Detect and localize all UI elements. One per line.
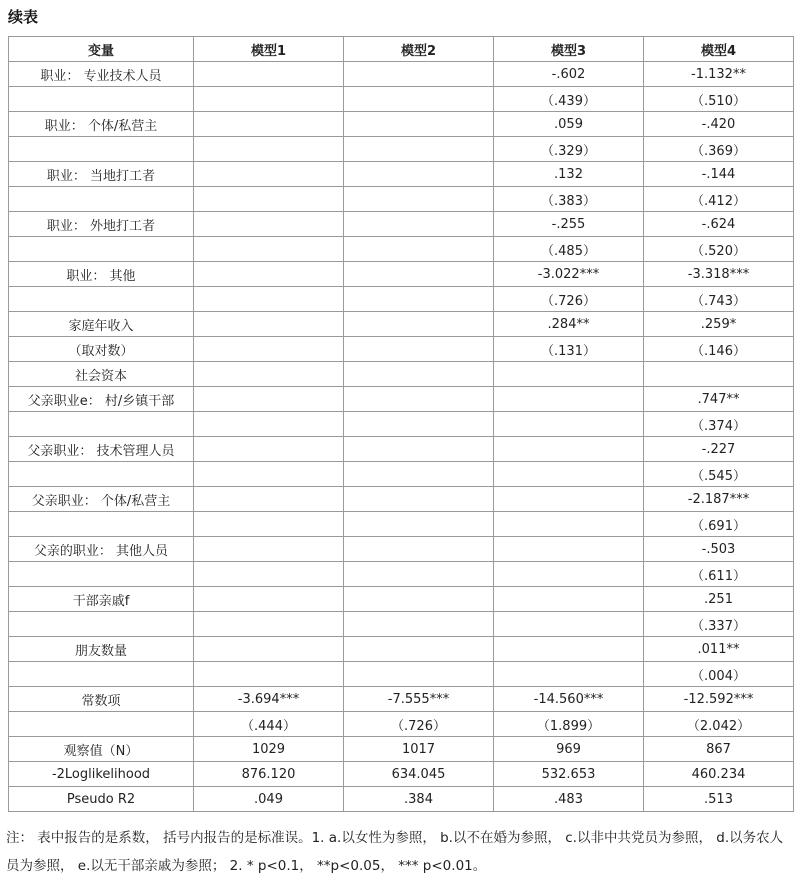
- model-4-cell: （.691）: [644, 512, 794, 537]
- model-1-cell: [194, 612, 344, 637]
- table-row: [9, 287, 794, 312]
- model-1-cell: 876.120: [194, 762, 344, 787]
- model-3-cell: .483: [494, 787, 644, 812]
- table-row: [9, 162, 794, 187]
- model-2-cell: .384: [344, 787, 494, 812]
- model-1-cell: .049: [194, 787, 344, 812]
- table-row: [9, 362, 794, 387]
- header-model-3: 模型3: [494, 37, 644, 62]
- model-4-cell: -.503: [644, 537, 794, 562]
- model-3-cell: [494, 387, 644, 412]
- table-row: [9, 462, 794, 487]
- variable-cell: （取对数）: [9, 337, 194, 362]
- model-4-cell: .011**: [644, 637, 794, 662]
- table-row: [9, 212, 794, 237]
- model-4-cell: （.520）: [644, 237, 794, 262]
- model-4-cell: -2.187***: [644, 487, 794, 512]
- model-1-cell: [194, 437, 344, 462]
- model-1-cell: （.444）: [194, 712, 344, 737]
- model-3-cell: （.131）: [494, 337, 644, 362]
- table-row: [9, 437, 794, 462]
- model-3-cell: [494, 612, 644, 637]
- model-4-cell: （.337）: [644, 612, 794, 637]
- model-2-cell: [344, 212, 494, 237]
- variable-cell: 职业： 专业技术人员: [9, 62, 194, 87]
- variable-cell: 职业： 个体/私营主: [9, 112, 194, 137]
- variable-cell: [9, 287, 194, 312]
- model-2-cell: [344, 262, 494, 287]
- model-4-cell: -.420: [644, 112, 794, 137]
- model-3-cell: （.383）: [494, 187, 644, 212]
- model-2-cell: [344, 587, 494, 612]
- model-4-cell: -3.318***: [644, 262, 794, 287]
- variable-cell: 家庭年收入: [9, 312, 194, 337]
- model-3-cell: [494, 537, 644, 562]
- model-3-cell: [494, 587, 644, 612]
- variable-cell: 职业： 其他: [9, 262, 194, 287]
- variable-cell: [9, 512, 194, 537]
- model-3-cell: （.439）: [494, 87, 644, 112]
- table-row: [9, 512, 794, 537]
- table-header-row: [9, 37, 794, 62]
- model-1-cell: [194, 487, 344, 512]
- model-1-cell: [194, 312, 344, 337]
- model-1-cell: [194, 412, 344, 437]
- model-1-cell: [194, 537, 344, 562]
- table-row: [9, 762, 794, 787]
- model-4-cell: 867: [644, 737, 794, 762]
- model-3-cell: （.485）: [494, 237, 644, 262]
- variable-cell: 父亲职业： 技术管理人员: [9, 437, 194, 462]
- table-row: [9, 262, 794, 287]
- model-4-cell: .251: [644, 587, 794, 612]
- model-2-cell: [344, 662, 494, 687]
- table-row: [9, 487, 794, 512]
- variable-cell: 社会资本: [9, 362, 194, 387]
- model-2-cell: [344, 412, 494, 437]
- model-2-cell: [344, 237, 494, 262]
- model-3-cell: [494, 412, 644, 437]
- variable-cell: 干部亲戚f: [9, 587, 194, 612]
- model-4-cell: （.545）: [644, 462, 794, 487]
- model-4-cell: （.510）: [644, 87, 794, 112]
- model-4-cell: -.227: [644, 437, 794, 462]
- header-model-4: 模型4: [644, 37, 794, 62]
- variable-cell: [9, 462, 194, 487]
- model-2-cell: [344, 287, 494, 312]
- model-2-cell: [344, 612, 494, 637]
- header-model-2: 模型2: [344, 37, 494, 62]
- table-row: [9, 562, 794, 587]
- model-3-cell: [494, 637, 644, 662]
- table-row: [9, 412, 794, 437]
- model-1-cell: 1029: [194, 737, 344, 762]
- model-2-cell: [344, 62, 494, 87]
- table-row: [9, 237, 794, 262]
- table-row: [9, 637, 794, 662]
- model-2-cell: [344, 437, 494, 462]
- variable-cell: [9, 412, 194, 437]
- model-2-cell: [344, 512, 494, 537]
- model-3-cell: [494, 462, 644, 487]
- model-3-cell: .284**: [494, 312, 644, 337]
- model-1-cell: [194, 637, 344, 662]
- model-3-cell: 969: [494, 737, 644, 762]
- model-4-cell: -12.592***: [644, 687, 794, 712]
- variable-cell: 观察值（N）: [9, 737, 194, 762]
- regression-table: [8, 36, 794, 812]
- model-3-cell: （.726）: [494, 287, 644, 312]
- model-2-cell: [344, 537, 494, 562]
- model-2-cell: [344, 337, 494, 362]
- model-1-cell: [194, 662, 344, 687]
- model-3-cell: [494, 362, 644, 387]
- variable-cell: [9, 187, 194, 212]
- header-model-1: 模型1: [194, 37, 344, 62]
- table-row: [9, 787, 794, 812]
- model-1-cell: [194, 462, 344, 487]
- variable-cell: [9, 562, 194, 587]
- variable-cell: 父亲的职业： 其他人员: [9, 537, 194, 562]
- variable-cell: Pseudo R2: [9, 787, 194, 812]
- model-4-cell: （.743）: [644, 287, 794, 312]
- model-3-cell: -.255: [494, 212, 644, 237]
- model-1-cell: [194, 187, 344, 212]
- variable-cell: [9, 137, 194, 162]
- model-4-cell: （2.042）: [644, 712, 794, 737]
- variable-cell: 朋友数量: [9, 637, 194, 662]
- model-1-cell: [194, 587, 344, 612]
- model-2-cell: [344, 462, 494, 487]
- model-2-cell: [344, 312, 494, 337]
- table-row: [9, 337, 794, 362]
- model-1-cell: [194, 287, 344, 312]
- variable-cell: 职业： 当地打工者: [9, 162, 194, 187]
- model-1-cell: [194, 62, 344, 87]
- table-row: [9, 537, 794, 562]
- model-4-cell: [644, 362, 794, 387]
- variable-cell: [9, 237, 194, 262]
- model-1-cell: [194, 337, 344, 362]
- table-note: 注： 表中报告的是系数， 括号内报告的是标准误。1. a.以女性为参照， b.以不在婚为参照， c.以非中共党员为参照， d.以务农人员为参照， e.以无干部亲戚为参照； 2. * p<0.1， **p<0.05， *** p<0.01。: [6, 830, 784, 874]
- model-2-cell: [344, 112, 494, 137]
- model-1-cell: [194, 112, 344, 137]
- model-4-cell: -.144: [644, 162, 794, 187]
- model-2-cell: -7.555***: [344, 687, 494, 712]
- model-2-cell: （.726）: [344, 712, 494, 737]
- model-4-cell: 460.234: [644, 762, 794, 787]
- table-row: [9, 312, 794, 337]
- model-1-cell: [194, 162, 344, 187]
- table-row: [9, 387, 794, 412]
- variable-cell: 常数项: [9, 687, 194, 712]
- table-body: [9, 62, 794, 812]
- model-2-cell: 1017: [344, 737, 494, 762]
- model-3-cell: -14.560***: [494, 687, 644, 712]
- model-4-cell: （.004）: [644, 662, 794, 687]
- model-4-cell: .747**: [644, 387, 794, 412]
- model-2-cell: [344, 562, 494, 587]
- model-3-cell: （.329）: [494, 137, 644, 162]
- table-row: [9, 737, 794, 762]
- model-1-cell: [194, 212, 344, 237]
- table-row: [9, 87, 794, 112]
- table-row: [9, 662, 794, 687]
- model-2-cell: [344, 637, 494, 662]
- model-4-cell: （.412）: [644, 187, 794, 212]
- model-1-cell: [194, 562, 344, 587]
- model-1-cell: [194, 387, 344, 412]
- model-3-cell: .132: [494, 162, 644, 187]
- model-4-cell: （.369）: [644, 137, 794, 162]
- model-1-cell: [194, 237, 344, 262]
- table-row: [9, 137, 794, 162]
- variable-cell: [9, 712, 194, 737]
- table-row: [9, 112, 794, 137]
- model-1-cell: [194, 137, 344, 162]
- model-4-cell: -1.132**: [644, 62, 794, 87]
- model-1-cell: [194, 87, 344, 112]
- table-row: [9, 712, 794, 737]
- model-3-cell: [494, 562, 644, 587]
- model-3-cell: -.602: [494, 62, 644, 87]
- model-1-cell: -3.694***: [194, 687, 344, 712]
- model-3-cell: .059: [494, 112, 644, 137]
- model-4-cell: （.146）: [644, 337, 794, 362]
- table-row: [9, 612, 794, 637]
- model-2-cell: [344, 487, 494, 512]
- variable-cell: -2Loglikelihood: [9, 762, 194, 787]
- variable-cell: 父亲职业e： 村/乡镇干部: [9, 387, 194, 412]
- table-row: [9, 62, 794, 87]
- model-3-cell: [494, 437, 644, 462]
- model-4-cell: .513: [644, 787, 794, 812]
- table-row: [9, 587, 794, 612]
- model-3-cell: -3.022***: [494, 262, 644, 287]
- variable-cell: [9, 612, 194, 637]
- variable-cell: 职业： 外地打工者: [9, 212, 194, 237]
- table-row: [9, 187, 794, 212]
- model-4-cell: （.611）: [644, 562, 794, 587]
- model-2-cell: [344, 362, 494, 387]
- model-2-cell: [344, 162, 494, 187]
- header-variable: 变量: [9, 37, 194, 62]
- model-2-cell: [344, 137, 494, 162]
- model-4-cell: .259*: [644, 312, 794, 337]
- model-2-cell: [344, 387, 494, 412]
- model-3-cell: 532.653: [494, 762, 644, 787]
- model-1-cell: [194, 262, 344, 287]
- model-1-cell: [194, 512, 344, 537]
- table-row: [9, 687, 794, 712]
- variable-cell: [9, 662, 194, 687]
- model-2-cell: [344, 187, 494, 212]
- model-2-cell: [344, 87, 494, 112]
- variable-cell: 父亲职业： 个体/私营主: [9, 487, 194, 512]
- model-1-cell: [194, 362, 344, 387]
- model-3-cell: [494, 662, 644, 687]
- model-3-cell: （1.899）: [494, 712, 644, 737]
- model-3-cell: [494, 487, 644, 512]
- table-continued-title: 续表: [8, 8, 39, 26]
- model-2-cell: 634.045: [344, 762, 494, 787]
- model-4-cell: -.624: [644, 212, 794, 237]
- model-4-cell: （.374）: [644, 412, 794, 437]
- model-3-cell: [494, 512, 644, 537]
- variable-cell: [9, 87, 194, 112]
